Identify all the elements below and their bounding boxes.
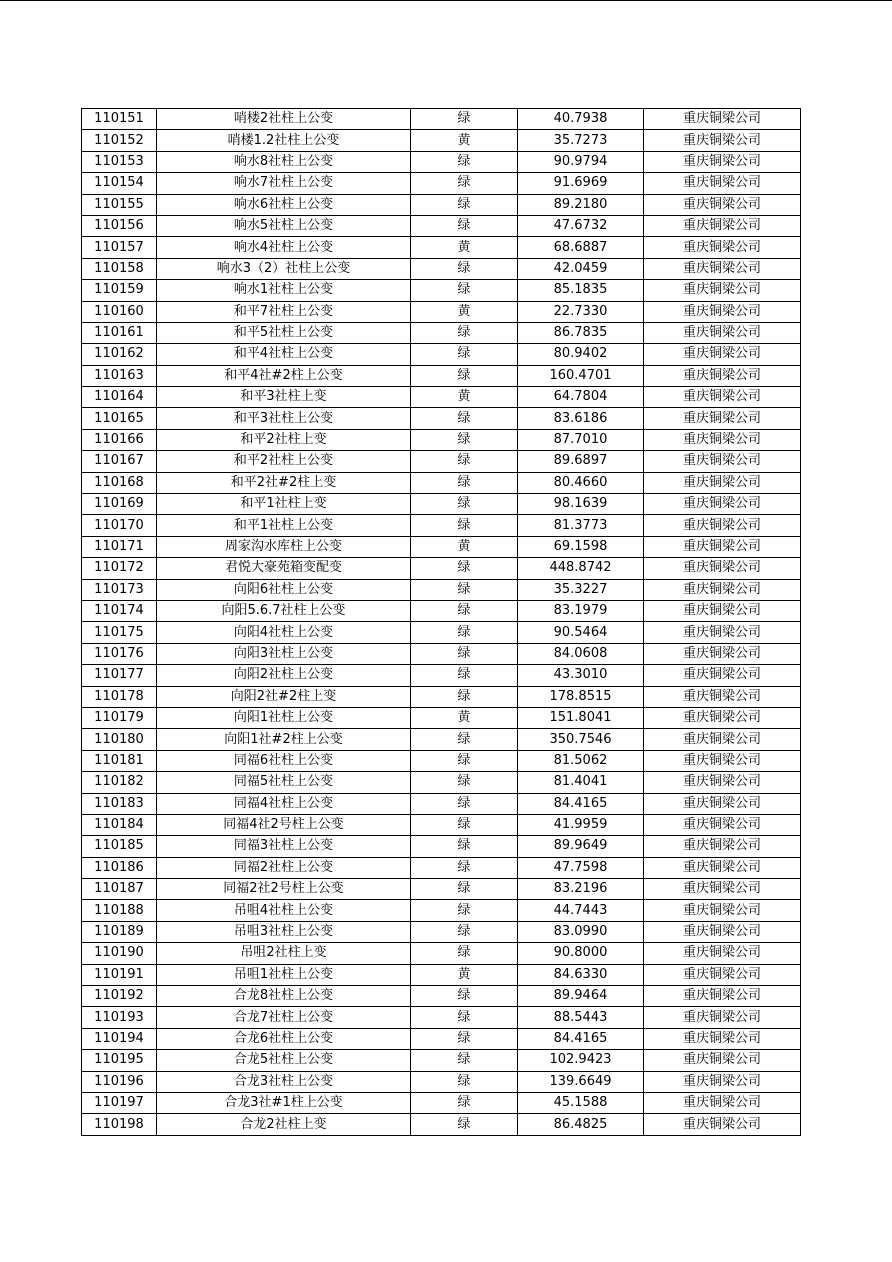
cell-company: 重庆铜梁公司 [644,943,801,964]
table-row [82,451,801,472]
table-row [82,793,801,814]
cell-id: 110159 [82,280,157,301]
cell-value: 90.5464 [518,622,644,643]
cell-name: 向阳6社柱上公变 [157,579,411,600]
cell-status: 绿 [411,344,518,365]
cell-id: 110155 [82,194,157,215]
table-row [82,494,801,515]
cell-company: 重庆铜梁公司 [644,344,801,365]
cell-status: 绿 [411,1071,518,1092]
cell-name: 和平2社#2柱上变 [157,472,411,493]
cell-id: 110195 [82,1050,157,1071]
cell-company: 重庆铜梁公司 [644,451,801,472]
table-row [82,173,801,194]
table-row [82,536,801,557]
cell-company: 重庆铜梁公司 [644,301,801,322]
cell-company: 重庆铜梁公司 [644,707,801,728]
cell-company: 重庆铜梁公司 [644,494,801,515]
cell-company: 重庆铜梁公司 [644,408,801,429]
cell-value: 83.2196 [518,879,644,900]
table-row [82,1114,801,1135]
cell-company: 重庆铜梁公司 [644,1028,801,1049]
cell-name: 同福4社柱上公变 [157,793,411,814]
cell-company: 重庆铜梁公司 [644,1007,801,1028]
cell-id: 110177 [82,665,157,686]
cell-id: 110173 [82,579,157,600]
cell-value: 35.3227 [518,579,644,600]
transformer-table [81,108,801,1136]
cell-status: 绿 [411,814,518,835]
cell-value: 35.7273 [518,130,644,151]
cell-name: 和平1社柱上变 [157,494,411,515]
cell-name: 和平2社柱上变 [157,429,411,450]
cell-status: 黄 [411,130,518,151]
table-row [82,921,801,942]
cell-id: 110172 [82,558,157,579]
cell-value: 84.4165 [518,793,644,814]
cell-id: 110175 [82,622,157,643]
cell-name: 响水7社柱上公变 [157,173,411,194]
cell-value: 41.9959 [518,814,644,835]
cell-status: 绿 [411,793,518,814]
cell-id: 110193 [82,1007,157,1028]
cell-name: 周家沟水库柱上公变 [157,536,411,557]
cell-company: 重庆铜梁公司 [644,665,801,686]
table-row [82,365,801,386]
cell-company: 重庆铜梁公司 [644,536,801,557]
cell-id: 110154 [82,173,157,194]
cell-id: 110158 [82,258,157,279]
cell-status: 绿 [411,1050,518,1071]
cell-id: 110161 [82,322,157,343]
table-row [82,836,801,857]
cell-name: 向阳5.6.7社柱上公变 [157,600,411,621]
cell-status: 绿 [411,408,518,429]
cell-name: 同福6社柱上公变 [157,750,411,771]
cell-name: 响水1社柱上公变 [157,280,411,301]
cell-value: 87.7010 [518,429,644,450]
cell-name: 合龙7社柱上公变 [157,1007,411,1028]
cell-value: 84.0608 [518,643,644,664]
cell-company: 重庆铜梁公司 [644,793,801,814]
cell-value: 178.8515 [518,686,644,707]
cell-status: 绿 [411,1028,518,1049]
cell-id: 110166 [82,429,157,450]
cell-status: 绿 [411,921,518,942]
cell-status: 绿 [411,600,518,621]
table-row [82,750,801,771]
cell-id: 110167 [82,451,157,472]
table-row [82,964,801,985]
cell-id: 110169 [82,494,157,515]
cell-company: 重庆铜梁公司 [644,600,801,621]
table-row [82,429,801,450]
cell-name: 和平7社柱上公变 [157,301,411,322]
cell-company: 重庆铜梁公司 [644,515,801,536]
cell-status: 绿 [411,857,518,878]
cell-id: 110187 [82,879,157,900]
table-row [82,814,801,835]
cell-id: 110162 [82,344,157,365]
cell-status: 绿 [411,686,518,707]
cell-company: 重庆铜梁公司 [644,857,801,878]
cell-value: 43.3010 [518,665,644,686]
cell-id: 110196 [82,1071,157,1092]
cell-id: 110186 [82,857,157,878]
cell-value: 90.8000 [518,943,644,964]
cell-company: 重庆铜梁公司 [644,836,801,857]
table-row [82,472,801,493]
cell-name: 合龙3社柱上公变 [157,1071,411,1092]
cell-name: 和平5社柱上公变 [157,322,411,343]
cell-value: 80.4660 [518,472,644,493]
cell-status: 绿 [411,772,518,793]
cell-status: 绿 [411,365,518,386]
cell-status: 绿 [411,836,518,857]
cell-value: 139.6649 [518,1071,644,1092]
cell-status: 绿 [411,109,518,130]
cell-company: 重庆铜梁公司 [644,686,801,707]
cell-name: 向阳4社柱上公变 [157,622,411,643]
cell-id: 110151 [82,109,157,130]
table-row [82,194,801,215]
cell-company: 重庆铜梁公司 [644,921,801,942]
cell-company: 重庆铜梁公司 [644,215,801,236]
cell-value: 89.9464 [518,986,644,1007]
cell-company: 重庆铜梁公司 [644,365,801,386]
cell-name: 合龙3社#1柱上公变 [157,1092,411,1113]
cell-id: 110157 [82,237,157,258]
table-row [82,686,801,707]
cell-company: 重庆铜梁公司 [644,280,801,301]
cell-name: 同福2社柱上公变 [157,857,411,878]
cell-value: 64.7804 [518,387,644,408]
cell-status: 黄 [411,536,518,557]
table-row [82,600,801,621]
cell-status: 绿 [411,1007,518,1028]
table-row [82,408,801,429]
cell-status: 绿 [411,643,518,664]
cell-status: 绿 [411,472,518,493]
cell-status: 绿 [411,1114,518,1135]
cell-name: 响水4社柱上公变 [157,237,411,258]
cell-name: 吊咀1社柱上公变 [157,964,411,985]
table-row [82,1007,801,1028]
table-row [82,943,801,964]
cell-company: 重庆铜梁公司 [644,472,801,493]
table-row [82,579,801,600]
cell-id: 110180 [82,729,157,750]
table-row [82,1092,801,1113]
cell-company: 重庆铜梁公司 [644,643,801,664]
cell-value: 89.2180 [518,194,644,215]
cell-value: 102.9423 [518,1050,644,1071]
cell-id: 110156 [82,215,157,236]
cell-value: 86.7835 [518,322,644,343]
cell-id: 110185 [82,836,157,857]
cell-company: 重庆铜梁公司 [644,151,801,172]
cell-name: 向阳2社#2柱上变 [157,686,411,707]
cell-name: 响水6社柱上公变 [157,194,411,215]
cell-company: 重庆铜梁公司 [644,729,801,750]
cell-value: 160.4701 [518,365,644,386]
cell-id: 110197 [82,1092,157,1113]
cell-company: 重庆铜梁公司 [644,322,801,343]
cell-value: 81.5062 [518,750,644,771]
cell-name: 合龙6社柱上公变 [157,1028,411,1049]
cell-company: 重庆铜梁公司 [644,429,801,450]
cell-value: 81.4041 [518,772,644,793]
cell-status: 绿 [411,515,518,536]
table-row [82,729,801,750]
cell-company: 重庆铜梁公司 [644,194,801,215]
table-row [82,857,801,878]
cell-id: 110189 [82,921,157,942]
table-row [82,1071,801,1092]
cell-company: 重庆铜梁公司 [644,900,801,921]
table-row [82,643,801,664]
table-row [82,986,801,1007]
cell-status: 绿 [411,429,518,450]
cell-status: 黄 [411,237,518,258]
cell-id: 110176 [82,643,157,664]
cell-company: 重庆铜梁公司 [644,579,801,600]
cell-value: 47.6732 [518,215,644,236]
cell-company: 重庆铜梁公司 [644,1050,801,1071]
cell-value: 69.1598 [518,536,644,557]
cell-name: 吊咀2社柱上变 [157,943,411,964]
cell-id: 110165 [82,408,157,429]
cell-status: 绿 [411,622,518,643]
cell-name: 合龙8社柱上公变 [157,986,411,1007]
table-row [82,387,801,408]
table-row [82,322,801,343]
cell-value: 86.4825 [518,1114,644,1135]
cell-company: 重庆铜梁公司 [644,750,801,771]
cell-name: 和平3社柱上公变 [157,408,411,429]
cell-id: 110153 [82,151,157,172]
cell-name: 哨楼2社柱上公变 [157,109,411,130]
cell-name: 合龙2社柱上变 [157,1114,411,1135]
cell-name: 响水8社柱上公变 [157,151,411,172]
table-row [82,772,801,793]
cell-name: 向阳1社柱上公变 [157,707,411,728]
cell-company: 重庆铜梁公司 [644,772,801,793]
cell-value: 45.1588 [518,1092,644,1113]
cell-value: 84.4165 [518,1028,644,1049]
cell-status: 绿 [411,665,518,686]
cell-id: 110190 [82,943,157,964]
table-row [82,558,801,579]
table-row [82,109,801,130]
cell-status: 绿 [411,558,518,579]
cell-value: 89.6897 [518,451,644,472]
cell-company: 重庆铜梁公司 [644,558,801,579]
table-row [82,622,801,643]
cell-status: 黄 [411,707,518,728]
cell-status: 绿 [411,322,518,343]
cell-name: 和平4社柱上公变 [157,344,411,365]
cell-value: 88.5443 [518,1007,644,1028]
cell-id: 110164 [82,387,157,408]
table-row [82,665,801,686]
cell-name: 向阳2社柱上公变 [157,665,411,686]
cell-value: 89.9649 [518,836,644,857]
page-top-border [0,0,892,1]
cell-name: 响水5社柱上公变 [157,215,411,236]
cell-value: 83.0990 [518,921,644,942]
table-row [82,215,801,236]
cell-name: 同福4社2号柱上公变 [157,814,411,835]
cell-value: 90.9794 [518,151,644,172]
cell-company: 重庆铜梁公司 [644,387,801,408]
cell-value: 448.8742 [518,558,644,579]
cell-name: 和平4社#2柱上公变 [157,365,411,386]
cell-company: 重庆铜梁公司 [644,1092,801,1113]
cell-company: 重庆铜梁公司 [644,1114,801,1135]
cell-value: 98.1639 [518,494,644,515]
table-row [82,151,801,172]
cell-id: 110170 [82,515,157,536]
cell-id: 110178 [82,686,157,707]
cell-company: 重庆铜梁公司 [644,814,801,835]
cell-status: 绿 [411,280,518,301]
cell-id: 110181 [82,750,157,771]
cell-status: 绿 [411,258,518,279]
cell-company: 重庆铜梁公司 [644,130,801,151]
cell-status: 绿 [411,986,518,1007]
cell-id: 110194 [82,1028,157,1049]
cell-status: 黄 [411,387,518,408]
cell-name: 向阳3社柱上公变 [157,643,411,664]
cell-id: 110168 [82,472,157,493]
cell-company: 重庆铜梁公司 [644,173,801,194]
cell-id: 110184 [82,814,157,835]
cell-company: 重庆铜梁公司 [644,879,801,900]
cell-value: 42.0459 [518,258,644,279]
table-row [82,900,801,921]
cell-name: 哨楼1.2社柱上公变 [157,130,411,151]
cell-id: 110171 [82,536,157,557]
cell-name: 同福3社柱上公变 [157,836,411,857]
cell-id: 110160 [82,301,157,322]
table-row [82,280,801,301]
cell-value: 84.6330 [518,964,644,985]
cell-value: 83.1979 [518,600,644,621]
cell-value: 81.3773 [518,515,644,536]
table-row [82,344,801,365]
cell-id: 110179 [82,707,157,728]
cell-company: 重庆铜梁公司 [644,964,801,985]
table-row [82,1050,801,1071]
cell-status: 绿 [411,750,518,771]
cell-status: 绿 [411,494,518,515]
cell-status: 绿 [411,451,518,472]
cell-status: 绿 [411,879,518,900]
table-row [82,707,801,728]
cell-id: 110198 [82,1114,157,1135]
table-row [82,515,801,536]
table-body [82,109,801,1136]
cell-status: 绿 [411,215,518,236]
cell-value: 151.8041 [518,707,644,728]
cell-company: 重庆铜梁公司 [644,1071,801,1092]
cell-value: 47.7598 [518,857,644,878]
cell-name: 和平1社柱上公变 [157,515,411,536]
cell-id: 110183 [82,793,157,814]
cell-name: 响水3（2）社柱上公变 [157,258,411,279]
table-row [82,301,801,322]
cell-name: 和平2社柱上公变 [157,451,411,472]
cell-id: 110152 [82,130,157,151]
cell-status: 绿 [411,579,518,600]
cell-value: 68.6887 [518,237,644,258]
cell-status: 绿 [411,943,518,964]
cell-name: 合龙5社柱上公变 [157,1050,411,1071]
cell-company: 重庆铜梁公司 [644,622,801,643]
table-row [82,258,801,279]
cell-name: 同福2社2号柱上公变 [157,879,411,900]
cell-status: 绿 [411,151,518,172]
cell-company: 重庆铜梁公司 [644,258,801,279]
cell-value: 40.7938 [518,109,644,130]
cell-status: 绿 [411,1092,518,1113]
cell-value: 85.1835 [518,280,644,301]
cell-company: 重庆铜梁公司 [644,237,801,258]
cell-company: 重庆铜梁公司 [644,986,801,1007]
cell-name: 吊咀4社柱上公变 [157,900,411,921]
cell-status: 黄 [411,301,518,322]
table-row [82,1028,801,1049]
cell-name: 君悦大豪苑箱变配变 [157,558,411,579]
cell-id: 110163 [82,365,157,386]
cell-name: 和平3社柱上变 [157,387,411,408]
cell-status: 绿 [411,900,518,921]
cell-value: 80.9402 [518,344,644,365]
cell-id: 110188 [82,900,157,921]
cell-company: 重庆铜梁公司 [644,109,801,130]
table-row [82,879,801,900]
cell-name: 吊咀3社柱上公变 [157,921,411,942]
cell-value: 44.7443 [518,900,644,921]
cell-status: 绿 [411,173,518,194]
cell-id: 110174 [82,600,157,621]
cell-id: 110191 [82,964,157,985]
cell-status: 绿 [411,194,518,215]
cell-name: 向阳1社#2柱上公变 [157,729,411,750]
table-row [82,130,801,151]
table-row [82,237,801,258]
cell-value: 22.7330 [518,301,644,322]
cell-value: 91.6969 [518,173,644,194]
cell-status: 绿 [411,729,518,750]
cell-id: 110192 [82,986,157,1007]
cell-id: 110182 [82,772,157,793]
cell-value: 83.6186 [518,408,644,429]
cell-status: 黄 [411,964,518,985]
cell-name: 同福5社柱上公变 [157,772,411,793]
cell-value: 350.7546 [518,729,644,750]
